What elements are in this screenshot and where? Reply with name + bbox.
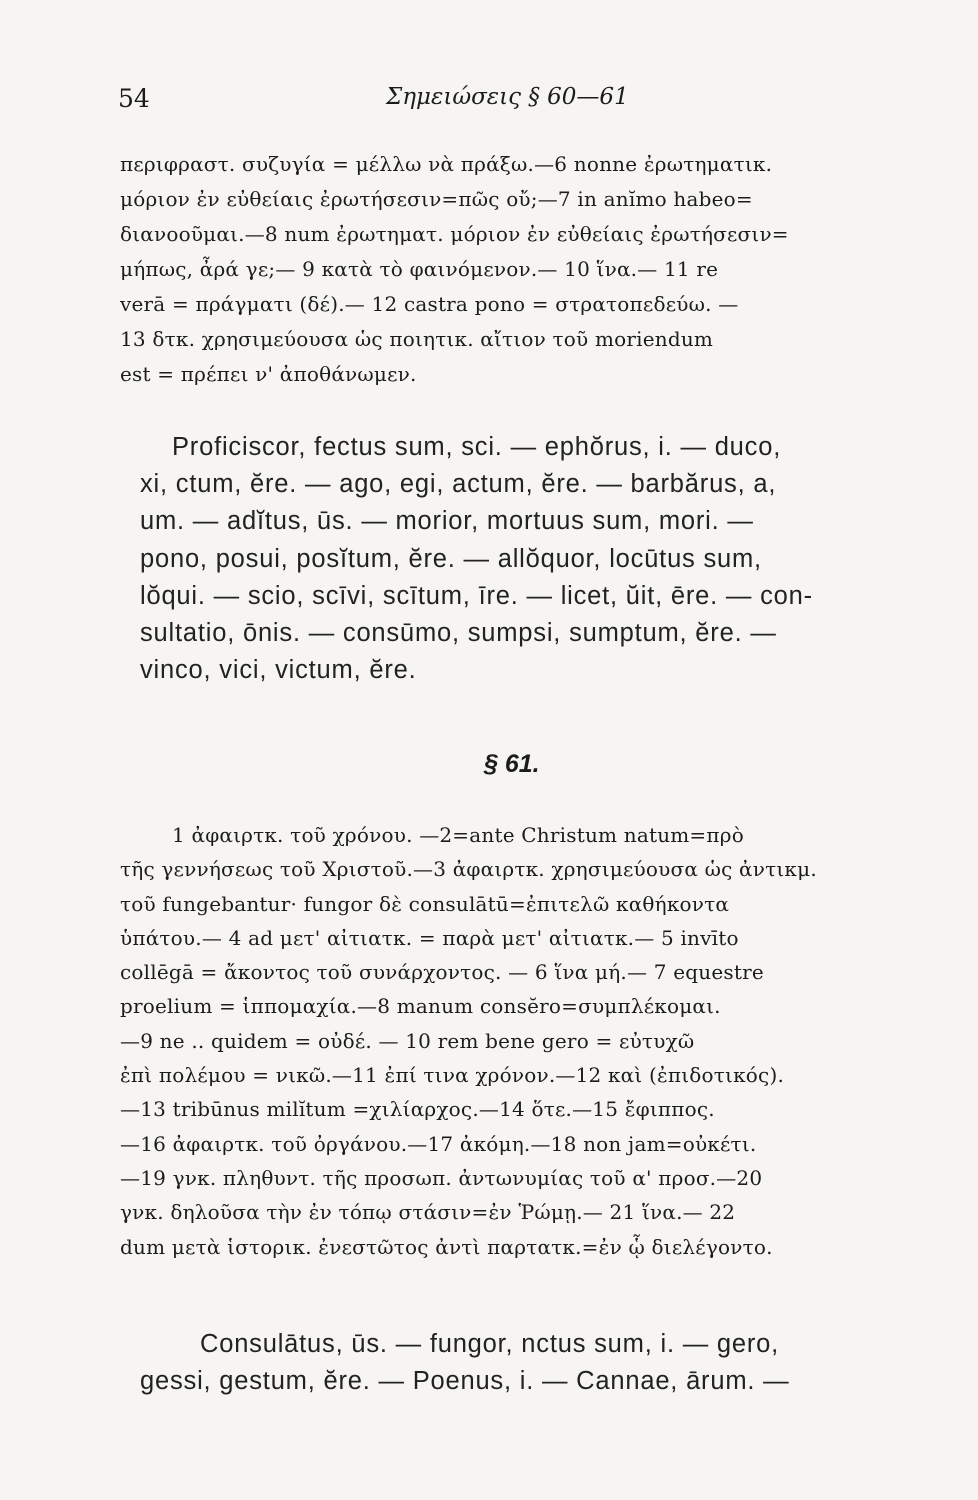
note-line: περιφραστ. συζυγία = μέλλω νὰ πράξω.—6 nonne ἐρωτηματικ.: [120, 152, 773, 176]
note-line: 13 δτκ. χρησιμεύουσα ὡς ποιητικ. αἴτιον τοῦ moriendum: [120, 327, 714, 351]
vocabulary-section-60: [140, 429, 950, 689]
note-line: 1 ἀφαιρτκ. τοῦ χρόνου. —2=ante Christum natum=πρὸ: [172, 823, 744, 847]
note-line: ὑπάτου.— 4 ad μετ' αἰτιατκ. = παρὰ μετ' αἰτιατκ.— 5 invīto: [120, 925, 739, 950]
page-number: 54: [118, 84, 150, 113]
vocab-line: um. — adĭtus, ūs. — morior, mortuus sum, mori. —: [140, 507, 754, 536]
note-line: est = πρέπει ν' ἀποθάνωμεν.: [120, 362, 417, 386]
vocabulary-section-61: [140, 1326, 950, 1400]
note-line: διανοοῦμαι.—8 num ἐρωτηματ. μόριον ἐν εὐθείαις ἐρωτήσεσιν=: [120, 222, 789, 246]
note-line: verā = πράγματι (δέ).— 12 castra pono = στρατοπεδεύω. —: [120, 292, 739, 316]
page-header: [118, 84, 678, 124]
vocab-line: sultatio, ōnis. — consūmo, sumpsi, sumptum, ĕre. —: [140, 619, 777, 648]
vocab-line: gessi, gestum, ĕre. — Poenus, i. — Cannae, ārum. —: [140, 1367, 790, 1396]
note-line: —13 tribūnus milĭtum =χιλίαρχος.—14 ὅτε.—15 ἔφιππος.: [120, 1097, 715, 1122]
vocab-line: xi, ctum, ĕre. — ago, egi, actum, ĕre. — barbărus, a,: [140, 470, 777, 499]
notes-section-61: [120, 818, 958, 1264]
note-line: —19 γνκ. πληθυντ. τῆς προσωπ. ἀντωνυμίας τοῦ α' προσ.—20: [120, 1165, 763, 1190]
vocab-line: pono, posui, posĭtum, ĕre. — allŏquor, locūtus sum,: [140, 544, 762, 573]
running-head: Σημειώσεις § 60—61: [386, 84, 629, 110]
note-line: collēgā = ἄκοντος τοῦ συνάρχοντος. — 6 ἵνα μή.— 7 equestre: [120, 960, 764, 985]
note-line: —16 ἀφαιρτκ. τοῦ ὀργάνου.—17 ἀκόμη.—18 non jam=οὐκέτι.: [120, 1131, 757, 1156]
note-line: τῆς γεννήσεως τοῦ Χριστοῦ.—3 ἀφαιρτκ. χρησιμεύουσα ὡς ἀντικμ.: [120, 857, 817, 882]
note-line: τοῦ fungebantur· fungor δὲ consulātū=ἐπιτελῶ καθήκοντα: [120, 891, 730, 916]
note-line: γνκ. δηλοῦσα τὴν ἐν τόπῳ στάσιν=ἐν Ῥώμῃ.— 21 ἵνα.— 22: [120, 1200, 736, 1225]
note-line: proelium = ἱππομαχία.—8 manum consĕro=συμπλέκομαι.: [120, 994, 721, 1019]
note-line: ἐπὶ πολέμου = νικῶ.—11 ἐπί τινα χρόνον.—12 καὶ (ἐπιδοτικός).: [120, 1063, 785, 1088]
note-line: —9 ne .. quidem = οὐδέ. — 10 rem bene gero = εὐτυχῶ: [120, 1028, 695, 1053]
vocab-line: lŏqui. — scio, scīvi, scītum, īre. — licet, ŭit, ēre. — con-: [140, 581, 813, 610]
note-line: μήπως, ἆρά γε;— 9 κατὰ τὸ φαινόμενον.— 10 ἵνα.— 11 re: [120, 257, 719, 281]
vocab-line: Consulātus, ūs. — fungor, nctus sum, i. — gero,: [200, 1330, 780, 1358]
note-line: dum μετὰ ἱστορικ. ἐνεστῶτος ἀντὶ παρτατκ.=ἐν ᾧ διελέγοντο.: [120, 1234, 773, 1259]
vocab-line: Proficiscor, fectus sum, sci. — ephŏrus, i. — duco,: [172, 433, 782, 461]
notes-section-60: [120, 147, 950, 392]
note-line: μόριον ἐν εὐθείαις ἐρωτήσεσιν=πῶς οὔ;—7 in anĭmo habeo=: [120, 187, 753, 211]
vocab-line: vinco, vici, victum, ĕre.: [140, 656, 417, 685]
section-heading: § 61.: [484, 750, 540, 778]
